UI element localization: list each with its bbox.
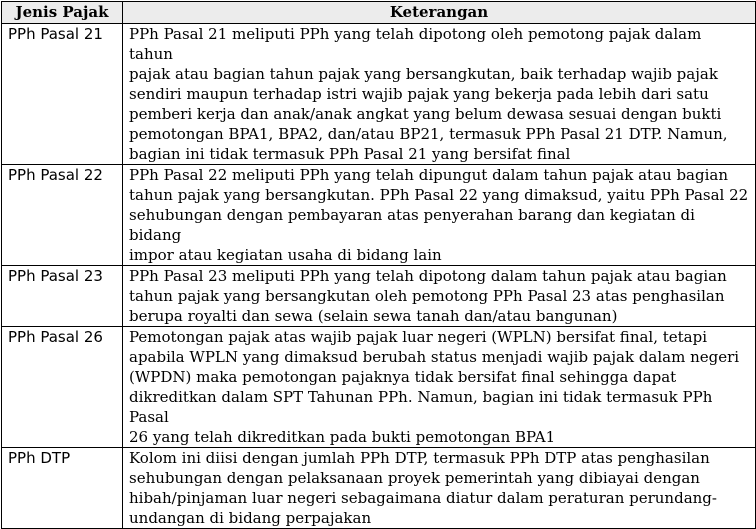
tax-type-cell: PPh Pasal 26 (2, 327, 123, 448)
description-line: Kolom ini diisi dengan jumlah PPh DTP, termasuk PPh DTP atas penghasilan (129, 449, 710, 467)
tax-type-cell: PPh DTP (2, 448, 123, 529)
table-body (2, 24, 756, 529)
description-line: dikreditkan dalam SPT Tahunan PPh. Namun, bagian ini tidak termasuk PPh Pasal (129, 388, 713, 426)
tax-type-cell: PPh Pasal 23 (2, 266, 123, 327)
table-header (2, 2, 756, 24)
description-line: impor atau kegiatan usaha di bidang lain (129, 246, 442, 264)
tax-type-cell: PPh Pasal 22 (2, 165, 123, 266)
description-cell (123, 24, 756, 165)
description-line: PPh Pasal 23 meliputi PPh yang telah dipotong dalam tahun pajak atau bagian (129, 267, 727, 285)
description-cell (123, 327, 756, 448)
description-cell (123, 165, 756, 266)
table-row (2, 327, 756, 448)
description-line: bagian ini tidak termasuk PPh Pasal 21 yang bersifat final (129, 145, 571, 163)
table-row (2, 266, 756, 327)
description-line: pajak atau bagian tahun pajak yang bersangkutan, baik terhadap wajib pajak (129, 65, 718, 83)
description-line: apabila WPLN yang dimaksud berubah status menjadi wajib pajak dalam negeri (129, 348, 740, 366)
description-line: (WPDN) maka pemotongan pajaknya tidak bersifat final sehingga dapat (129, 368, 677, 386)
description-line: undangan di bidang perpajakan (129, 509, 372, 527)
description-line: tahun pajak yang bersangkutan. PPh Pasal 22 yang dimaksud, yaitu PPh Pasal 22 (129, 186, 749, 204)
table-row (2, 165, 756, 266)
table-row (2, 24, 756, 165)
description-line: sehubungan dengan pelaksanaan proyek pemerintah yang dibiayai dengan (129, 469, 700, 487)
header-tax-type: Jenis Pajak (2, 2, 123, 24)
tax-type-cell: PPh Pasal 21 (2, 24, 123, 165)
description-line: pemotongan BPA1, BPA2, dan/atau BP21, termasuk PPh Pasal 21 DTP. Namun, (129, 125, 728, 143)
description-line: berupa royalti dan sewa (selain sewa tanah dan/atau bangunan) (129, 307, 618, 325)
description-line: sehubungan dengan pembayaran atas penyerahan barang dan kegiatan di bidang (129, 206, 695, 244)
table-row (2, 448, 756, 529)
description-line: PPh Pasal 21 meliputi PPh yang telah dipotong oleh pemotong pajak dalam tahun (129, 25, 702, 63)
description-line: sendiri maupun terhadap istri wajib pajak yang bekerja pada lebih dari satu (129, 85, 709, 103)
description-line: pemberi kerja dan anak/anak angkat yang belum dewasa sesuai dengan bukti (129, 105, 722, 123)
description-cell (123, 448, 756, 529)
header-row (2, 2, 756, 24)
tax-type-table (1, 1, 756, 529)
description-line: 26 yang telah dikreditkan pada bukti pemotongan BPA1 (129, 428, 556, 446)
description-cell (123, 266, 756, 327)
description-line: Pemotongan pajak atas wajib pajak luar negeri (WPLN) bersifat final, tetapi (129, 328, 708, 346)
header-description: Keterangan (123, 2, 756, 24)
description-line: hibah/pinjaman luar negeri sebagaimana diatur dalam peraturan perundang- (129, 489, 717, 507)
description-line: tahun pajak yang bersangkutan oleh pemotong PPh Pasal 23 atas penghasilan (129, 287, 725, 305)
description-line: PPh Pasal 22 meliputi PPh yang telah dipungut dalam tahun pajak atau bagian (129, 166, 728, 184)
